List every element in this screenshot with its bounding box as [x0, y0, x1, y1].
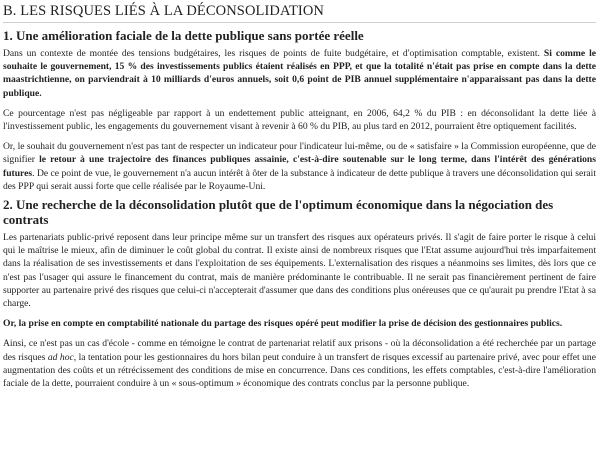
paragraph-3-bold: le retour à une trajectoire des finances publiques assainie, c'est-à-dire soutenable sur le long terme, dans l'intérêt des générations futures	[3, 154, 596, 179]
paragraph-6-text-a: Ainsi, ce n'est pas un cas d'école - comme en témoigne le contrat de partenariat relatif aux prisons - où la déconsolidation a été recherchée par un partage des risques	[3, 338, 596, 363]
paragraph-3-text-c: . De ce point de vue, le gouvernement n'a aucun intérêt à ôter de la substance à indicateur de dette publique à travers une déconsolidation qui serait des PPP qui serait aussi forte que celle réalisée par le Royaume-Uni.	[3, 167, 596, 192]
paragraph-1-bold: Si comme le souhaite le gouvernement, 15 % des investissements publics étaient réalisés en PPP, et que la totalité n'était pas prise en compte dans la dette maastrichtienne, on parviendrait à 10 milliards d'euros annuels, soit 0,6 point de PIB annuel supplémentaire n'apparaissant pas dans la dette publique.	[3, 48, 596, 99]
paragraph-2: Ce pourcentage n'est pas négligeable par rapport à un endettement public atteignant, en 2006, 64,2 % du PIB : en déconsolidant la dette liée à l'investissement public, les engagements du gouvernement visant à revenir à 60 % du PIB, au plus tard en 2012, pourraient être optiquement facilités.	[3, 107, 596, 133]
paragraph-5-bold: Or, la prise en compte en comptabilité nationale du partage des risques opéré peut modifier la prise de décision des gestionnaires publics.	[3, 318, 563, 330]
paragraph-4: Les partenariats public-privé reposent dans leur principe même sur un transfert des risques aux opérateurs privés. Il s'agit de faire porter le risque à celui qui le maîtrise le mieux, afin de diminuer le coût global du contrat. Il existe ainsi de nombreux risques que l'Etat assume aujourd'hui très imparfaitement dans la réalisation de ses investissements et dans l'exploitation de ses équipements. L'externalisation des risques a néanmoins ses limites, dès lors que ce n'est pas l'usager qui assure le financement du contrat, mais de manière prédominante le contribuable. Il ne serait pas financièrement pertinent de faire supporter au partenaire privé des risques que celui-ci n'accepterait d'assumer que dans des conditions plus onéreuses que ce qu'aurait pu prendre l'Etat à sa charge.	[3, 232, 596, 310]
paragraph-6-italic: ad hoc	[47, 351, 74, 363]
paragraph-6	[3, 337, 596, 390]
paragraph-6-text-c: , la tentation pour les gestionnaires du hors bilan peut conduire à un transfert de risques excessif au partenaire privé, avec pour effet une augmentation des coûts et un rétrécissement des conditions de mise en concurrence. Dans ces conditions, les effets comptables, c'est-à-dire l'amélioration faciale de la dette, pourraient conduire à un « sous-optimum » économique des contrats conclus par la personne publique.	[3, 351, 596, 390]
paragraph-5	[3, 317, 596, 330]
paragraph-3	[3, 140, 596, 193]
subsection-1-title: 1. Une amélioration faciale de la dette publique sans portée réelle	[3, 28, 364, 43]
paragraph-1	[3, 47, 596, 100]
paragraph-1-text: Dans un contexte de montée des tensions budgétaires, les risques de points de fuite budgétaire, et d'optimisation comptable, existent.	[3, 48, 544, 59]
subsection-2-title: 2. Une recherche de la déconsolidation plutôt que de l'optimum économique dans la négociation des contrats	[3, 197, 554, 228]
section-title: B. LES RISQUES LIÉS À LA DÉCONSOLIDATION	[3, 3, 596, 23]
paragraph-3-text-a: Or, le souhait du gouvernement n'est pas tant de respecter un indicateur pour l'indicateur lui-même, ou de « satisfaire » la Commission européenne, que de signifier	[3, 141, 596, 166]
